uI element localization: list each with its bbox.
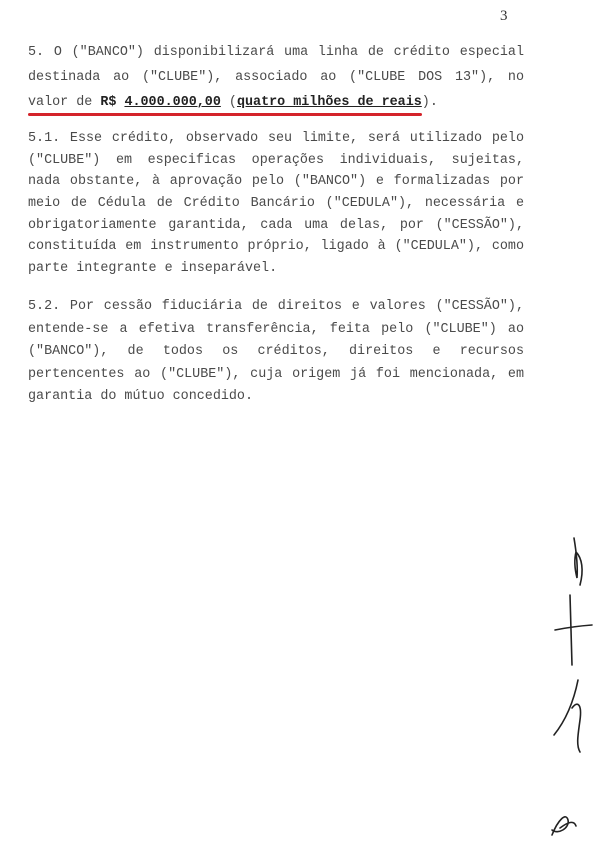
credit-amount-words: quatro milhões de reais bbox=[236, 95, 422, 110]
text-line: destinada ao ("CLUBE"), associado ao ("CLUBE DOS 13"), no bbox=[28, 70, 524, 85]
handwritten-initials bbox=[530, 530, 614, 850]
page-number: 3 bbox=[500, 8, 508, 24]
text-line: 5.2. Por cessão fiduciária de direitos e valores ("CESSÃO"), bbox=[28, 299, 524, 314]
text-fragment: valor de bbox=[28, 95, 101, 110]
text-line: meio de Cédula de Crédito Bancário ("CEDULA"), necessária e bbox=[28, 196, 524, 212]
clause-5-1 bbox=[28, 128, 524, 280]
text-line: parte integrante e inseparável. bbox=[28, 261, 278, 277]
signature-stroke bbox=[552, 817, 576, 835]
red-highlight-underline bbox=[28, 113, 422, 116]
text-fragment: ( bbox=[220, 95, 237, 110]
signature-stroke bbox=[574, 538, 582, 585]
clause-5-2 bbox=[28, 296, 524, 409]
signature-stroke bbox=[554, 680, 581, 752]
clause-5 bbox=[28, 40, 524, 115]
text-fragment: ). bbox=[421, 95, 438, 110]
text-line: constituída em instrumento próprio, ligado à ("CEDULA"), como bbox=[28, 239, 524, 255]
text-line: garantia do mútuo concedido. bbox=[28, 389, 253, 404]
signature-stroke bbox=[555, 595, 592, 665]
credit-amount: 4.000.000,00 bbox=[124, 95, 221, 110]
text-line: pertencentes ao ("CLUBE"), cuja origem já foi mencionada, em bbox=[28, 366, 524, 382]
text-line: entende-se a efetiva transferência, feita pelo ("CLUBE") ao bbox=[28, 321, 524, 337]
text-line: obrigatoriamente garantida, cada uma delas, por ("CESSÃO"), bbox=[28, 217, 524, 233]
text-line: ("BANCO"), de todos os créditos, direitos e recursos bbox=[28, 344, 524, 359]
currency-symbol: R$ bbox=[100, 95, 117, 110]
text-line: 5. O ("BANCO") disponibilizará uma linha de crédito especial bbox=[28, 45, 524, 60]
text-line: ("CLUBE") em especificas operações individuais, sujeitas, bbox=[28, 152, 524, 168]
text-line: nada obstante, à aprovação pelo ("BANCO") e formalizadas por bbox=[28, 174, 524, 190]
text-line bbox=[28, 90, 524, 115]
text-line: 5.1. Esse crédito, observado seu limite, será utilizado pelo bbox=[28, 131, 524, 146]
